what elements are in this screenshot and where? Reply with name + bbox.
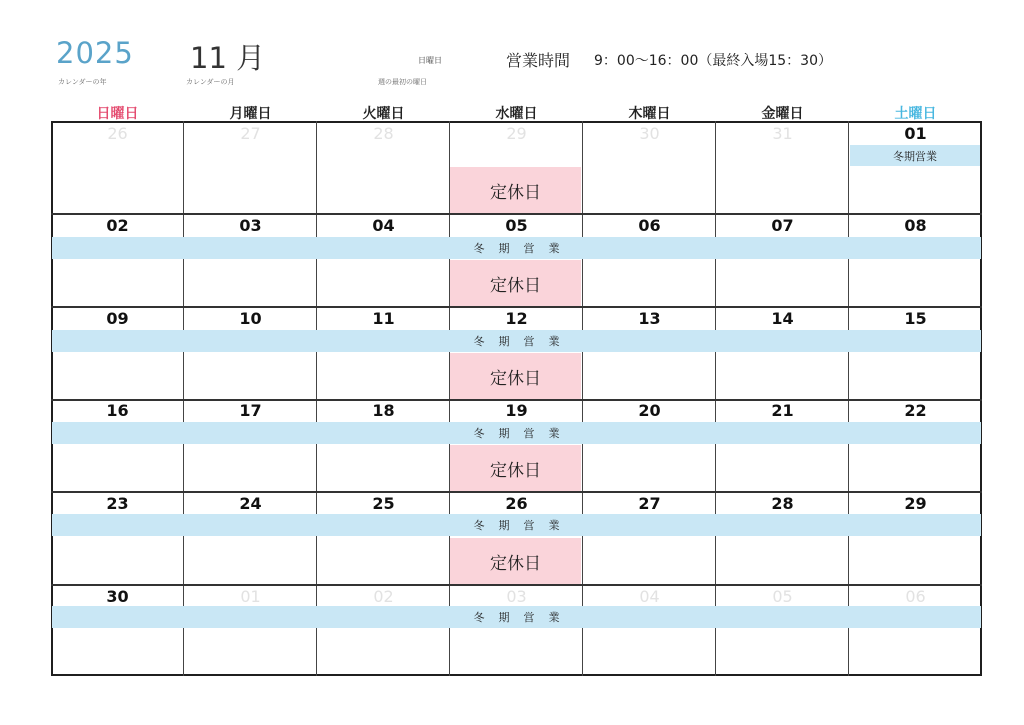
day-number: 18: [372, 401, 395, 420]
day-number: 20: [638, 401, 661, 420]
grid-divider: [51, 584, 982, 586]
closed-day-label: 定休日: [450, 538, 581, 584]
day-number: 16: [106, 401, 129, 420]
grid-divider: [51, 213, 982, 215]
weekday-header-wednesday: 水曜日: [495, 106, 538, 122]
day-number: 26: [505, 494, 528, 513]
winter-operation-band: 冬期営業: [52, 330, 981, 352]
weekday-header-sunday: 日曜日: [96, 106, 139, 122]
day-number: 23: [106, 494, 129, 513]
week-start-caption: 週の最初の曜日: [378, 78, 427, 86]
day-number: 14: [771, 309, 794, 328]
day-number: 21: [771, 401, 794, 420]
closed-day-label: 定休日: [450, 167, 581, 213]
day-number-outside-month: 04: [639, 587, 660, 606]
day-number: 22: [904, 401, 927, 420]
day-number: 27: [638, 494, 661, 513]
day-number: 06: [638, 216, 661, 235]
day-number: 12: [505, 309, 528, 328]
winter-operation-band: 冬期営業: [52, 606, 981, 628]
day-number-outside-month: 30: [639, 124, 660, 143]
weekday-header-tuesday: 火曜日: [362, 106, 405, 122]
day-number: 24: [239, 494, 262, 513]
day-number: 13: [638, 309, 661, 328]
day-number-outside-month: 06: [905, 587, 926, 606]
day-number: 01: [904, 124, 927, 143]
day-number-outside-month: 31: [772, 124, 793, 143]
calendar-month: 11 月: [190, 41, 266, 75]
winter-operation-label: 冬期営業: [850, 145, 980, 166]
weekday-header-monday: 月曜日: [229, 106, 272, 122]
day-number-outside-month: 28: [373, 124, 394, 143]
day-number-outside-month: 02: [373, 587, 394, 606]
day-number: 25: [372, 494, 395, 513]
day-number-outside-month: 05: [772, 587, 793, 606]
winter-operation-band: 冬期営業: [52, 237, 981, 259]
day-number: 05: [505, 216, 528, 235]
day-number-outside-month: 03: [506, 587, 527, 606]
day-number: 09: [106, 309, 129, 328]
day-number-outside-month: 26: [107, 124, 128, 143]
calendar-month-caption: カレンダーの月: [186, 78, 235, 86]
closed-day-label: 定休日: [450, 445, 581, 491]
business-hours-value: 9：00～16：00（最終入場15：30）: [594, 53, 832, 69]
closed-day-label: 定休日: [450, 260, 581, 306]
week-start-day: 日曜日: [418, 56, 442, 65]
day-number: 30: [106, 587, 129, 606]
closed-day-label: 定休日: [450, 353, 581, 399]
day-number: 04: [372, 216, 395, 235]
day-number: 02: [106, 216, 129, 235]
day-number: 29: [904, 494, 927, 513]
day-number: 08: [904, 216, 927, 235]
weekday-header-thursday: 木曜日: [628, 106, 671, 122]
weekday-header-saturday: 土曜日: [894, 106, 937, 122]
day-number-outside-month: 01: [240, 587, 261, 606]
day-number: 28: [771, 494, 794, 513]
grid-divider: [51, 306, 982, 308]
day-number: 11: [372, 309, 395, 328]
day-number: 19: [505, 401, 528, 420]
calendar-year: 2025: [56, 36, 134, 70]
weekday-header-friday: 金曜日: [761, 106, 804, 122]
day-number: 03: [239, 216, 262, 235]
grid-divider: [51, 491, 982, 493]
day-number-outside-month: 29: [506, 124, 527, 143]
day-number: 10: [239, 309, 262, 328]
day-number: 07: [771, 216, 794, 235]
day-number-outside-month: 27: [240, 124, 261, 143]
day-number: 17: [239, 401, 262, 420]
winter-operation-band: 冬期営業: [52, 514, 981, 536]
calendar-year-caption: カレンダーの年: [58, 78, 107, 86]
winter-operation-band: 冬期営業: [52, 422, 981, 444]
day-number: 15: [904, 309, 927, 328]
business-hours-label: 営業時間: [506, 51, 571, 70]
